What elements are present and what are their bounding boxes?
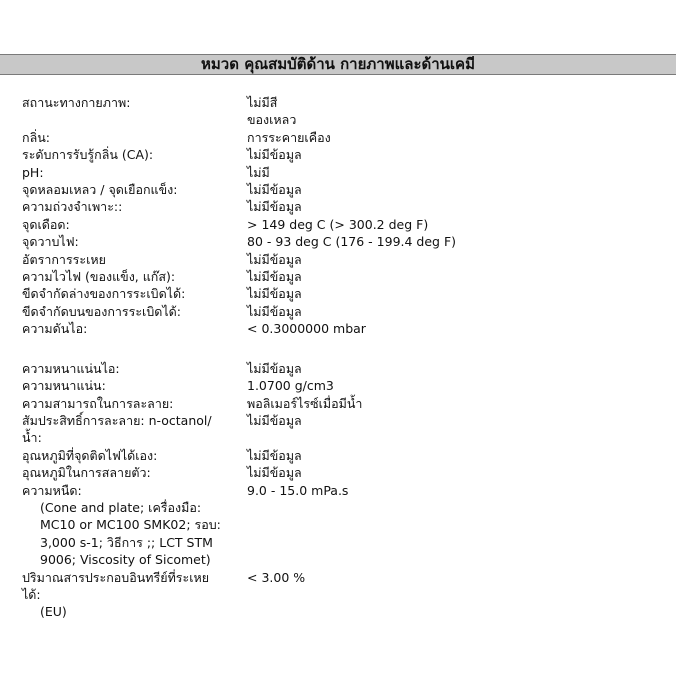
property-value: การระคายเคือง <box>247 129 331 145</box>
property-label: ความถ่วงจำเพาะ:: <box>22 199 123 215</box>
odor-row <box>22 129 662 146</box>
section-header: หมวด คุณสมบัติด้าน กายภาพและด้านเคมี <box>0 54 676 75</box>
property-label: กลิ่น: <box>22 129 50 145</box>
property-label: pH: <box>22 164 44 180</box>
property-label: จุดหลอมเหลว / จุดเยือกแข็ง: <box>22 182 178 198</box>
property-value <box>247 94 662 129</box>
property-value: 80 - 93 deg C (176 - 199.4 deg F) <box>247 234 457 250</box>
property-label: ความสามารถในการละลาย: <box>22 395 174 411</box>
value-line: ไม่มีสี <box>247 95 278 110</box>
property-label: จุดเดือด: <box>22 216 70 232</box>
property-value: ไม่มีข้อมูล <box>247 465 302 481</box>
autoignition-temp-row <box>22 447 662 464</box>
specific-gravity-row <box>22 198 662 215</box>
property-label <box>22 482 247 569</box>
property-value: ไม่มีข้อมูล <box>247 303 302 319</box>
label-line: ปริมาณสารประกอบอินทรีย์ที่ระเหย <box>22 569 210 585</box>
property-label: ขีดจำกัดล่างของการระเบิดได้: <box>22 286 186 302</box>
ph-row <box>22 164 662 181</box>
property-label: ระดับการรับรู้กลิ่น (CA): <box>22 147 154 163</box>
decomposition-temp-row <box>22 464 662 481</box>
property-label: อุณหภูมิที่จุดติดไฟได้เอง: <box>22 447 158 463</box>
vapor-pressure-row <box>22 320 662 337</box>
property-label: สถานะทางกายภาพ: <box>22 95 131 110</box>
density-row <box>22 377 662 394</box>
flammability-row <box>22 268 662 285</box>
label-line: ได้: <box>22 586 41 602</box>
property-value: ไม่มีข้อมูล <box>247 182 302 198</box>
property-value: ไม่มี <box>247 164 270 180</box>
voc-note: (EU) <box>40 604 67 620</box>
property-value: < 0.3000000 mbar <box>247 321 366 337</box>
odor-threshold-row <box>22 146 662 163</box>
property-label: อุณหภูมิในการสลายตัว: <box>22 465 151 481</box>
property-value: ไม่มีข้อมูล <box>247 360 302 376</box>
property-value: ไม่มีข้อมูล <box>247 199 302 215</box>
boiling-point-row <box>22 216 662 233</box>
voc-row <box>22 569 662 621</box>
viscosity-note-line: (Cone and plate; เครื่องมือ: <box>40 499 202 515</box>
viscosity-note-line: 3,000 s-1; วิธีการ ;; LCT STM <box>40 534 213 550</box>
property-value: พอลิเมอร์ไรซ์เมื่อมีน้ำ <box>247 395 363 411</box>
lower-explosive-limit-row <box>22 285 662 302</box>
viscosity-note-line: MC10 or MC100 SMK02; รอบ: <box>40 517 221 533</box>
property-label: จุดวาบไฟ: <box>22 234 79 250</box>
upper-explosive-limit-row <box>22 303 662 320</box>
property-value: 1.0700 g/cm3 <box>247 378 334 394</box>
evaporation-rate-row <box>22 251 662 268</box>
melting-point-row <box>22 181 662 198</box>
flash-point-row <box>22 233 662 250</box>
property-value: > 149 deg C (> 300.2 deg F) <box>247 216 429 232</box>
spacer <box>22 338 662 360</box>
property-label: ความหนาแน่น: <box>22 378 106 394</box>
label-line: สัมประสิทธิ์การละลาย: n-octanol/ <box>22 412 212 428</box>
property-value: < 3.00 % <box>247 569 306 585</box>
physical-state-row <box>22 94 662 129</box>
property-label: ความไวไฟ (ของแข็ง, แก๊ส): <box>22 269 176 285</box>
label-line: น้ำ: <box>22 430 42 446</box>
partition-coefficient-row <box>22 412 662 447</box>
label-line: ความหนืด: <box>22 482 82 498</box>
property-value: ไม่มีข้อมูล <box>247 147 302 163</box>
value-line: ของเหลว <box>247 112 297 128</box>
property-label: อัตราการระเหย <box>22 251 106 267</box>
vapor-density-row <box>22 360 662 377</box>
property-value: ไม่มีข้อมูล <box>247 269 302 285</box>
property-label: ความหนาแน่นไอ: <box>22 360 120 376</box>
viscosity-row <box>22 482 662 569</box>
property-label <box>22 569 247 621</box>
property-value: ไม่มีข้อมูล <box>247 286 302 302</box>
solubility-row <box>22 395 662 412</box>
property-label: ขีดจำกัดบนของการระเบิดได้: <box>22 303 181 319</box>
properties-table <box>22 94 662 621</box>
property-label <box>22 412 247 447</box>
property-value: 9.0 - 15.0 mPa.s <box>247 482 349 498</box>
viscosity-note-line: 9006; Viscosity of Sicomet) <box>40 552 211 568</box>
property-label: ความดันไอ: <box>22 321 88 337</box>
property-value: ไม่มีข้อมูล <box>247 447 302 463</box>
property-value: ไม่มีข้อมูล <box>247 251 302 267</box>
property-value: ไม่มีข้อมูล <box>247 412 302 428</box>
